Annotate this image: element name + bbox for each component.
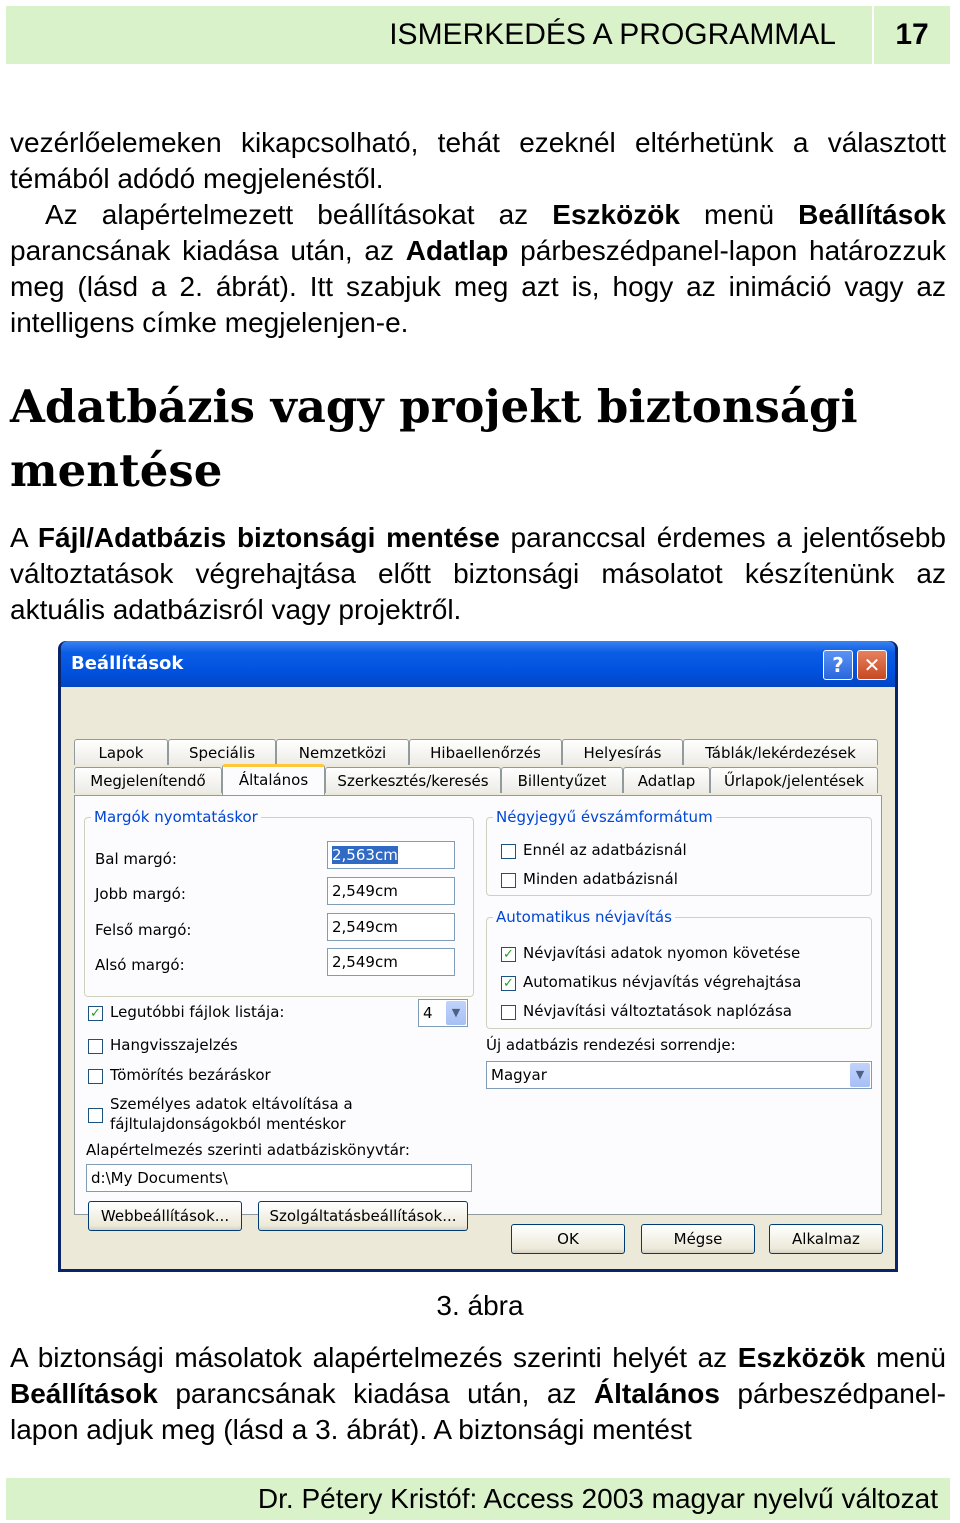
all-databases-checkbox[interactable] bbox=[501, 873, 516, 888]
four-digit-year-legend: Négyjegyű évszámformátum bbox=[493, 808, 716, 826]
margins-group bbox=[84, 808, 474, 997]
sound-feedback-checkbox[interactable] bbox=[88, 1039, 103, 1054]
name-autocorrect-group bbox=[486, 908, 872, 1029]
dialog-title: Beállítások bbox=[71, 653, 184, 674]
header-title: ISMERKEDÉS A PROGRAMMAL bbox=[389, 18, 836, 51]
default-folder-input[interactable]: d:\My Documents\ bbox=[86, 1164, 472, 1192]
figure-caption: 3. ábra bbox=[436, 1290, 524, 1321]
this-database-label: Ennél az adatbázisnál bbox=[523, 841, 687, 859]
right-margin-label: Jobb margó: bbox=[95, 885, 186, 903]
section-paragraph: A Fájl/Adatbázis biztonsági mentése paranccsal érdemes a jelentősebb változtatások végrehajtása előtt biztonsági másolatot készítenünk az aktuális adatbázisról vagy projektről. bbox=[10, 522, 946, 625]
margins-legend: Margók nyomtatáskor bbox=[91, 808, 261, 826]
page-footer bbox=[6, 1478, 950, 1520]
footer-text: Dr. Pétery Kristóf: Access 2003 magyar nyelvű változat bbox=[257, 1483, 938, 1514]
tab-name-altalanos: Általános bbox=[593, 1378, 720, 1409]
sort-order-label: Új adatbázis rendezési sorrendje: bbox=[486, 1036, 736, 1054]
intro-sentence-1: vezérlőelemeken kikapcsolható, tehát ezeknél eltérhetünk a választott témából adódó megjelenéstől. bbox=[10, 127, 946, 194]
tab-lapok[interactable]: Lapok bbox=[74, 739, 168, 765]
top-margin-label: Felső margó: bbox=[95, 921, 192, 939]
general-tab-panel bbox=[74, 795, 882, 1225]
recent-files-count-select[interactable]: 4 ▼ bbox=[418, 999, 468, 1027]
command-name-backup: Fájl/Adatbázis biztonsági mentése bbox=[37, 522, 500, 553]
ok-button[interactable]: OK bbox=[511, 1224, 625, 1254]
track-name-autocorrect-checkbox[interactable]: ✓ bbox=[501, 947, 516, 962]
section-heading: Adatbázis vagy projekt biztonsági mentése bbox=[10, 380, 858, 497]
this-database-checkbox[interactable] bbox=[501, 844, 516, 859]
chevron-down-icon[interactable]: ▼ bbox=[446, 1001, 466, 1025]
compact-on-close-checkbox[interactable] bbox=[88, 1069, 103, 1084]
four-digit-year-group bbox=[486, 808, 872, 896]
dialog-titlebar bbox=[61, 641, 895, 687]
dialog-client bbox=[61, 687, 895, 1269]
tab-urlapok-jelentesek[interactable]: Űrlapok/jelentések bbox=[710, 767, 878, 793]
apply-button[interactable]: Alkalmaz bbox=[769, 1224, 883, 1254]
page-header bbox=[6, 6, 950, 64]
log-name-autocorrect-label: Névjavítási változtatások naplózása bbox=[523, 1002, 792, 1020]
command-name-beallitasok: Beállítások bbox=[798, 199, 947, 230]
default-folder-label: Alapértelmezés szerinti adatbáziskönyvtár: bbox=[86, 1141, 410, 1159]
bottom-margin-input[interactable]: 2,549cm bbox=[327, 948, 455, 976]
tab-billentyuzet[interactable]: Billentyűzet bbox=[501, 767, 623, 793]
all-databases-label: Minden adatbázisnál bbox=[523, 870, 678, 888]
service-options-button[interactable]: Szolgáltatásbeállítások... bbox=[258, 1201, 468, 1231]
tab-hibaellenorzes[interactable]: Hibaellenőrzés bbox=[409, 739, 562, 765]
sound-feedback-label: Hangvisszajelzés bbox=[110, 1036, 238, 1054]
recent-files-label: Legutóbbi fájlok listája: bbox=[110, 1003, 285, 1021]
perform-name-autocorrect-checkbox[interactable]: ✓ bbox=[501, 976, 516, 991]
sort-order-select[interactable]: Magyar ▼ bbox=[486, 1061, 872, 1089]
cancel-button[interactable]: Mégse bbox=[641, 1224, 755, 1254]
remove-personal-info-checkbox[interactable] bbox=[88, 1108, 103, 1123]
right-margin-input[interactable]: 2,549cm bbox=[327, 877, 455, 905]
tab-name-adatlap: Adatlap bbox=[405, 235, 509, 266]
tab-specialis[interactable]: Speciális bbox=[168, 739, 276, 765]
left-margin-label: Bal margó: bbox=[95, 850, 177, 868]
intro-paragraph: vezérlőelemeken kikapcsolható, tehát ezeknél eltérhetünk a választott témából adódó megjelenéstől. Az alapértelmezett beállításokat az Eszközök menü Beállítások parancsának kiadása után, az Adatlap párbeszédpanel-lapon határozzuk meg (lásd a 2. ábrát). Itt szabjuk meg azt is, hogy az inimáció vagy az intelligens címke megjelenjen-e. bbox=[10, 127, 947, 338]
tab-helyesiras[interactable]: Helyesírás bbox=[562, 739, 683, 765]
chevron-down-icon[interactable]: ▼ bbox=[850, 1063, 870, 1087]
left-margin-input[interactable]: 2,563cm bbox=[327, 841, 455, 869]
menu-name-eszkozok-2: Eszközök bbox=[737, 1342, 866, 1373]
command-name-beallitasok-2: Beállítások bbox=[10, 1378, 158, 1409]
recent-files-checkbox[interactable]: ✓ bbox=[88, 1006, 103, 1021]
web-options-button[interactable]: Webbeállítások... bbox=[88, 1201, 242, 1231]
tab-szerkesztes-kereses[interactable]: Szerkesztés/keresés bbox=[325, 767, 501, 793]
track-name-autocorrect-label: Névjavítási adatok nyomon követése bbox=[523, 944, 801, 962]
compact-on-close-label: Tömörítés bezáráskor bbox=[110, 1066, 271, 1084]
tab-megjelenitendo[interactable]: Megjelenítendő bbox=[74, 767, 222, 793]
tab-nemzetkozi[interactable]: Nemzetközi bbox=[276, 739, 409, 765]
help-icon[interactable]: ? bbox=[823, 650, 853, 680]
top-margin-input[interactable]: 2,549cm bbox=[327, 913, 455, 941]
close-icon[interactable]: ✕ bbox=[857, 650, 887, 680]
options-dialog bbox=[58, 641, 898, 1272]
closing-paragraph: A biztonsági másolatok alapértelmezés szerinti helyét az Eszközök menü Beállítások parancsának kiadása után, az Általános párbeszédpanel-lapon adjuk meg (lásd a 3. ábrát). A biztonsági mentést bbox=[10, 1342, 946, 1445]
log-name-autocorrect-checkbox[interactable] bbox=[501, 1005, 516, 1020]
tab-altalanos[interactable]: Általános bbox=[222, 764, 325, 795]
remove-personal-info-label: Személyes adatok eltávolítása a fájltulajdonságokból mentéskor bbox=[110, 1095, 353, 1133]
menu-name-eszkozok: Eszközök bbox=[552, 199, 680, 230]
tab-tablak-lekerdezesek[interactable]: Táblák/lekérdezések bbox=[683, 739, 878, 765]
perform-name-autocorrect-label: Automatikus névjavítás végrehajtása bbox=[523, 973, 802, 991]
bottom-margin-label: Alsó margó: bbox=[95, 956, 185, 974]
tab-adatlap[interactable]: Adatlap bbox=[623, 767, 710, 793]
name-autocorrect-legend: Automatikus névjavítás bbox=[493, 908, 675, 926]
page-number: 17 bbox=[895, 18, 929, 51]
